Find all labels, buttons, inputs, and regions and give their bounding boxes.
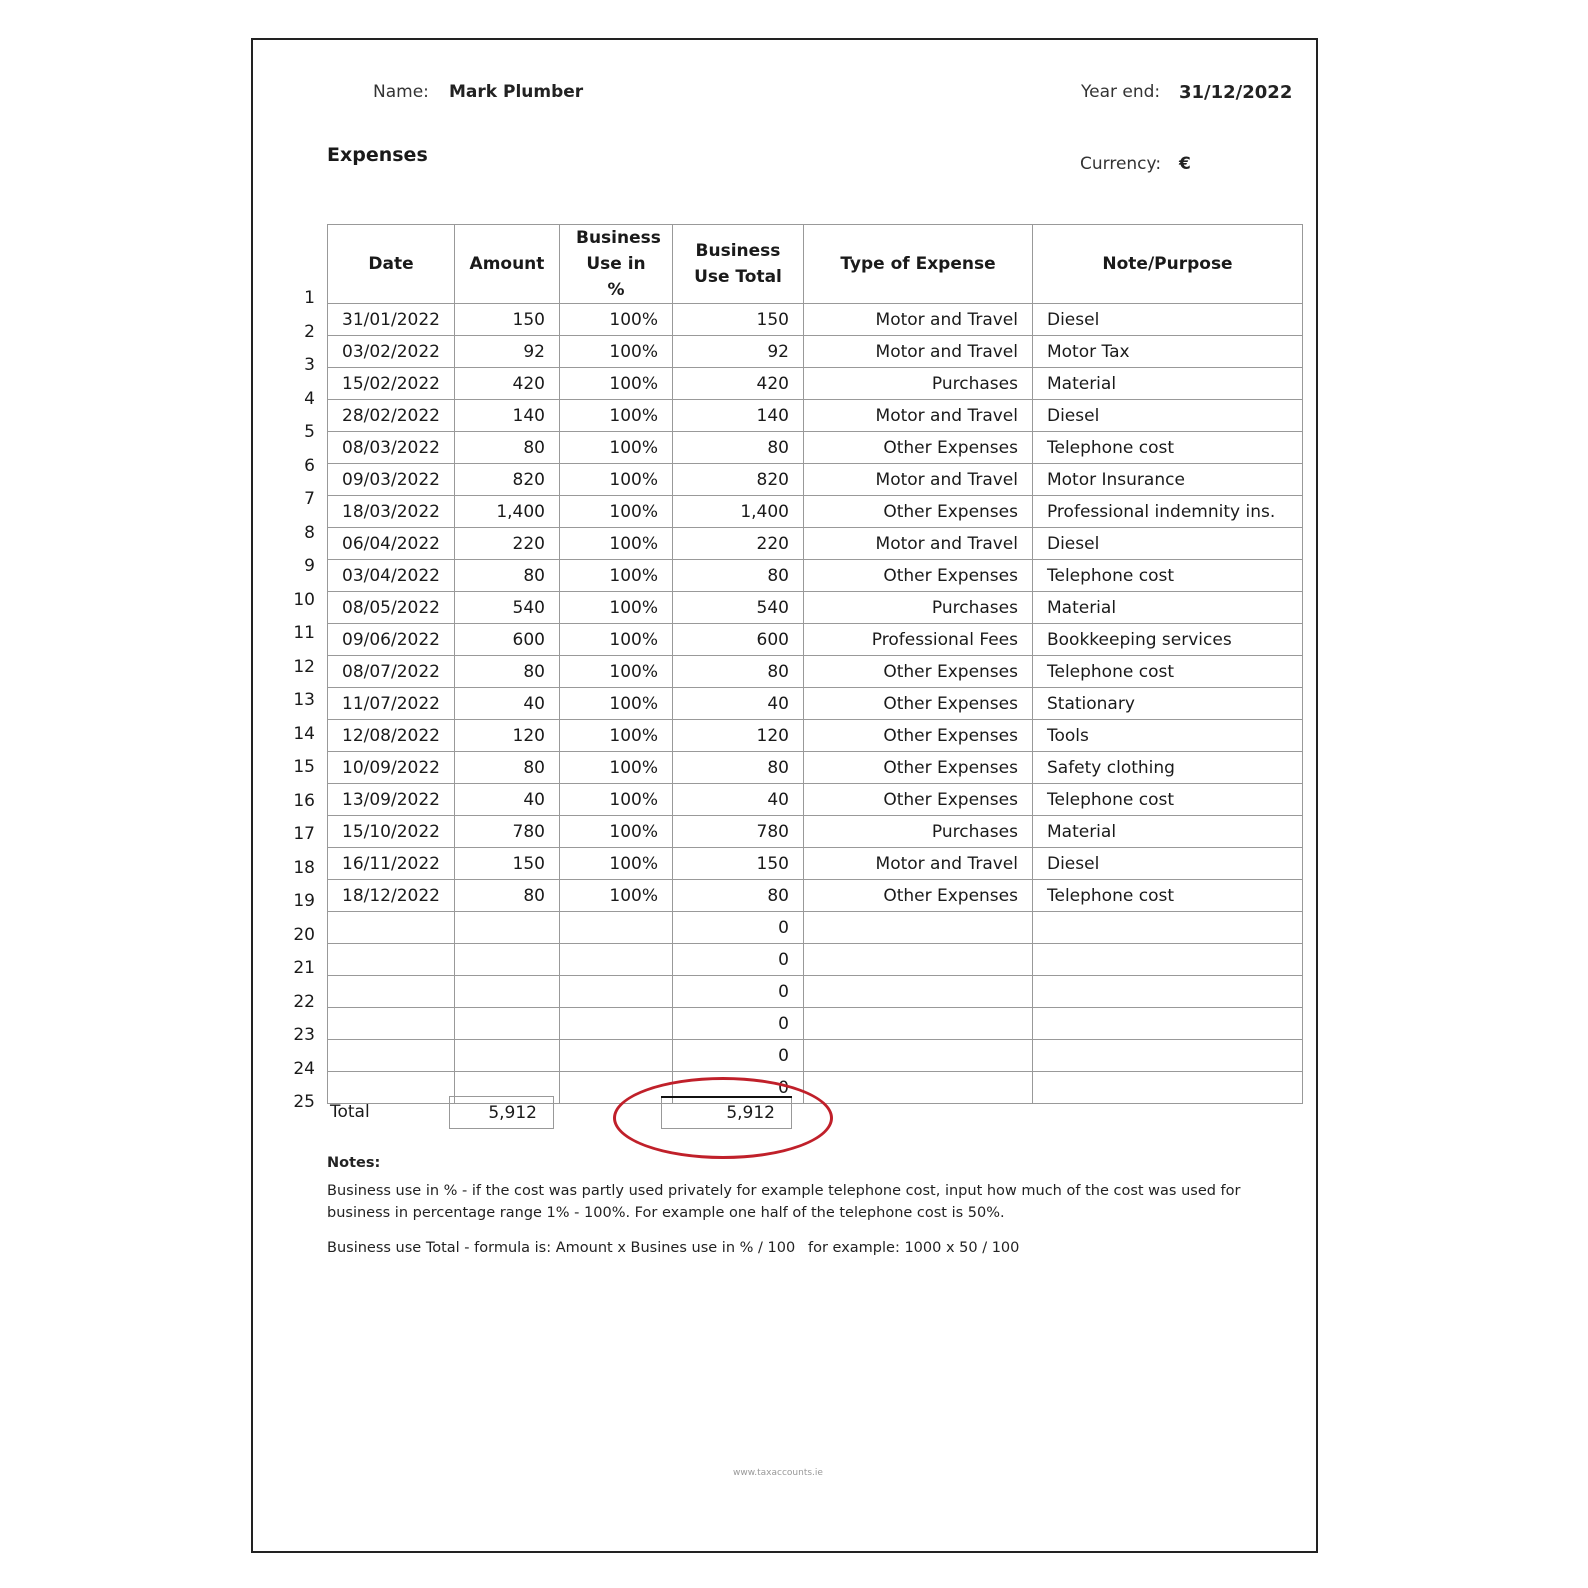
cell-note[interactable]: Tools <box>1032 720 1302 752</box>
row-number: 23 <box>293 1025 315 1045</box>
row-number: 6 <box>304 455 315 476</box>
cell-business-use-total[interactable]: 1,400 <box>672 496 803 528</box>
table-row <box>328 912 1303 944</box>
cell-business-use-pct[interactable] <box>559 1008 672 1040</box>
row-numbers <box>281 282 315 1120</box>
cell-note[interactable]: Telephone cost <box>1032 432 1302 464</box>
table-row <box>328 688 1303 720</box>
cell-date[interactable]: 09/06/2022 <box>328 624 455 656</box>
col-header-business-use-total-text: Business Use Total <box>694 241 782 287</box>
row-number: 17 <box>293 824 315 844</box>
cell-business-use-pct[interactable]: 100% <box>559 656 672 688</box>
total-business-use[interactable]: 5,912 <box>661 1096 792 1129</box>
cell-business-use-pct[interactable]: 100% <box>559 624 672 656</box>
cell-type[interactable]: Purchases <box>803 592 1032 624</box>
row-number: 19 <box>293 891 315 911</box>
table-row <box>328 624 1303 656</box>
row-number: 9 <box>304 556 315 576</box>
cell-note[interactable]: Motor Insurance <box>1032 464 1302 496</box>
cell-date[interactable]: 08/07/2022 <box>328 656 455 688</box>
cell-business-use-pct[interactable] <box>559 912 672 944</box>
cell-business-use-total[interactable]: 80 <box>672 656 803 688</box>
cell-amount[interactable]: 120 <box>454 720 559 752</box>
row-number: 10 <box>293 589 315 610</box>
cell-date[interactable]: 06/04/2022 <box>328 528 455 560</box>
col-header-business-use-total <box>672 225 803 304</box>
table-row <box>328 304 1303 336</box>
cell-business-use-pct[interactable]: 100% <box>559 688 672 720</box>
cell-type[interactable] <box>803 976 1032 1008</box>
table-row <box>328 848 1303 880</box>
cell-note[interactable] <box>1032 1072 1302 1104</box>
cell-business-use-total[interactable]: 0 <box>672 944 803 976</box>
cell-note[interactable]: Diesel <box>1032 400 1302 432</box>
cell-type[interactable] <box>803 944 1032 976</box>
cell-note[interactable]: Material <box>1032 816 1302 848</box>
cell-type[interactable] <box>803 1040 1032 1072</box>
cell-note[interactable]: Material <box>1032 368 1302 400</box>
cell-type[interactable] <box>803 912 1032 944</box>
cell-type[interactable]: Other Expenses <box>803 784 1032 816</box>
row-number: 13 <box>293 690 315 710</box>
cell-date[interactable] <box>328 912 455 944</box>
cell-date[interactable]: 03/02/2022 <box>328 336 455 368</box>
cell-amount[interactable]: 80 <box>454 432 559 464</box>
cell-date[interactable]: 15/02/2022 <box>328 368 455 400</box>
cell-date[interactable]: 10/09/2022 <box>328 752 455 784</box>
col-header-business-use-pct <box>559 225 672 304</box>
table-row <box>328 976 1303 1008</box>
cell-date[interactable]: 16/11/2022 <box>328 848 455 880</box>
row-number: 7 <box>304 489 315 509</box>
name-label: Name: <box>373 82 429 102</box>
cell-business-use-pct[interactable] <box>559 1040 672 1072</box>
cell-amount[interactable] <box>454 944 559 976</box>
cell-amount[interactable] <box>454 1040 559 1072</box>
cell-business-use-total[interactable]: 140 <box>672 400 803 432</box>
table-row <box>328 592 1303 624</box>
total-amount[interactable]: 5,912 <box>449 1096 554 1129</box>
cell-amount[interactable]: 150 <box>454 848 559 880</box>
cell-business-use-pct[interactable] <box>559 976 672 1008</box>
cell-type[interactable]: Professional Fees <box>803 624 1032 656</box>
cell-business-use-pct[interactable]: 100% <box>559 720 672 752</box>
row-number: 25 <box>293 1092 315 1112</box>
table-row <box>328 1008 1303 1040</box>
table-row <box>328 528 1303 560</box>
cell-amount[interactable]: 40 <box>454 688 559 720</box>
cell-business-use-total[interactable]: 80 <box>672 752 803 784</box>
cell-note[interactable]: Stationary <box>1032 688 1302 720</box>
year-end-label: Year end: <box>1081 82 1161 102</box>
expenses-sheet <box>251 38 1318 1553</box>
table-row <box>328 656 1303 688</box>
currency-value: € <box>1179 154 1191 174</box>
cell-business-use-pct[interactable]: 100% <box>559 592 672 624</box>
cell-note[interactable]: Professional indemnity ins. <box>1032 496 1302 528</box>
cell-business-use-pct[interactable]: 100% <box>559 752 672 784</box>
cell-business-use-total[interactable]: 420 <box>672 368 803 400</box>
row-number: 14 <box>293 723 315 744</box>
cell-amount[interactable]: 1,400 <box>454 496 559 528</box>
cell-amount[interactable]: 80 <box>454 752 559 784</box>
name-value: Mark Plumber <box>449 82 584 102</box>
cell-business-use-pct[interactable] <box>559 944 672 976</box>
col-header-amount: Amount <box>454 225 559 304</box>
notes-line-2a: Business use Total - formula is: Amount x Busines use in % / 100 <box>327 1240 796 1256</box>
cell-business-use-pct[interactable]: 100% <box>559 784 672 816</box>
row-number: 24 <box>293 1058 315 1079</box>
cell-note[interactable]: Material <box>1032 592 1302 624</box>
table-row <box>328 720 1303 752</box>
cell-note[interactable] <box>1032 944 1302 976</box>
cell-type[interactable] <box>803 1008 1032 1040</box>
cell-business-use-pct[interactable]: 100% <box>559 816 672 848</box>
cell-note[interactable]: Diesel <box>1032 528 1302 560</box>
cell-note[interactable]: Diesel <box>1032 848 1302 880</box>
cell-business-use-total[interactable]: 40 <box>672 688 803 720</box>
notes-line-1: Business use in % - if the cost was partly used privately for example telephone cost, input how much of the cost was used for business in percentage range 1% - 100%. For example one half of the telephone cost is 50%. <box>327 1183 1241 1221</box>
cell-business-use-pct[interactable]: 100% <box>559 496 672 528</box>
row-number: 1 <box>304 288 315 308</box>
table-header-row <box>328 225 1303 304</box>
cell-date[interactable] <box>328 1040 455 1072</box>
cell-type[interactable]: Other Expenses <box>803 752 1032 784</box>
cell-amount[interactable]: 780 <box>454 816 559 848</box>
table-row <box>328 880 1303 912</box>
cell-amount[interactable]: 420 <box>454 368 559 400</box>
cell-amount[interactable]: 140 <box>454 400 559 432</box>
cell-type[interactable]: Other Expenses <box>803 688 1032 720</box>
year-end-value: 31/12/2022 <box>1179 82 1293 103</box>
cell-amount[interactable]: 80 <box>454 560 559 592</box>
cell-business-use-total[interactable]: 0 <box>672 1008 803 1040</box>
cell-business-use-total[interactable]: 220 <box>672 528 803 560</box>
cell-type[interactable]: Other Expenses <box>803 880 1032 912</box>
cell-business-use-total[interactable]: 820 <box>672 464 803 496</box>
table-row <box>328 400 1303 432</box>
cell-business-use-total[interactable]: 80 <box>672 432 803 464</box>
row-number: 2 <box>304 321 315 342</box>
cell-type[interactable]: Other Expenses <box>803 656 1032 688</box>
cell-date[interactable]: 31/01/2022 <box>328 304 455 336</box>
cell-note[interactable] <box>1032 912 1302 944</box>
cell-date[interactable]: 15/10/2022 <box>328 816 455 848</box>
cell-business-use-total[interactable]: 0 <box>672 976 803 1008</box>
cell-type[interactable]: Other Expenses <box>803 496 1032 528</box>
cell-date[interactable]: 11/07/2022 <box>328 688 455 720</box>
cell-business-use-pct[interactable]: 100% <box>559 432 672 464</box>
row-number: 12 <box>293 656 315 677</box>
cell-note[interactable]: Safety clothing <box>1032 752 1302 784</box>
table-row <box>328 464 1303 496</box>
cell-amount[interactable]: 92 <box>454 336 559 368</box>
cell-amount[interactable]: 820 <box>454 464 559 496</box>
row-number: 22 <box>293 991 315 1012</box>
cell-type[interactable]: Motor and Travel <box>803 304 1032 336</box>
cell-date[interactable]: 13/09/2022 <box>328 784 455 816</box>
cell-type[interactable]: Other Expenses <box>803 720 1032 752</box>
cell-business-use-pct[interactable]: 100% <box>559 848 672 880</box>
table-row <box>328 432 1303 464</box>
cell-note[interactable]: Telephone cost <box>1032 784 1302 816</box>
cell-business-use-total[interactable]: 540 <box>672 592 803 624</box>
cell-business-use-total[interactable]: 780 <box>672 816 803 848</box>
row-number: 20 <box>293 924 315 945</box>
cell-type[interactable]: Motor and Travel <box>803 400 1032 432</box>
table-row <box>328 496 1303 528</box>
table-row <box>328 1040 1303 1072</box>
notes-title: Notes: <box>327 1155 381 1171</box>
cell-business-use-pct[interactable]: 100% <box>559 336 672 368</box>
cell-type[interactable]: Motor and Travel <box>803 464 1032 496</box>
cell-business-use-total[interactable]: 0 <box>672 1072 803 1104</box>
notes-line-2b: for example: 1000 x 50 / 100 <box>808 1240 1020 1256</box>
col-header-date: Date <box>328 225 455 304</box>
cell-type[interactable]: Other Expenses <box>803 560 1032 592</box>
cell-amount[interactable]: 540 <box>454 592 559 624</box>
cell-date[interactable]: 03/04/2022 <box>328 560 455 592</box>
cell-date[interactable] <box>328 976 455 1008</box>
expenses-table <box>327 224 1303 1104</box>
cell-date[interactable]: 18/03/2022 <box>328 496 455 528</box>
col-header-note: Note/Purpose <box>1032 225 1302 304</box>
cell-type[interactable] <box>803 1072 1032 1104</box>
cell-type[interactable]: Motor and Travel <box>803 528 1032 560</box>
cell-amount[interactable]: 150 <box>454 304 559 336</box>
col-header-type: Type of Expense <box>803 225 1032 304</box>
cell-note[interactable]: Diesel <box>1032 304 1302 336</box>
cell-note[interactable] <box>1032 976 1302 1008</box>
cell-business-use-pct[interactable]: 100% <box>559 528 672 560</box>
cell-business-use-pct[interactable]: 100% <box>559 400 672 432</box>
table-row <box>328 368 1303 400</box>
cell-type[interactable]: Motor and Travel <box>803 848 1032 880</box>
cell-business-use-pct[interactable]: 100% <box>559 560 672 592</box>
cell-date[interactable]: 28/02/2022 <box>328 400 455 432</box>
cell-amount[interactable] <box>454 1008 559 1040</box>
cell-business-use-pct[interactable]: 100% <box>559 368 672 400</box>
row-number: 4 <box>304 388 315 409</box>
row-number: 18 <box>293 857 315 878</box>
cell-business-use-total[interactable]: 0 <box>672 1040 803 1072</box>
cell-amount[interactable] <box>454 976 559 1008</box>
cell-date[interactable]: 08/05/2022 <box>328 592 455 624</box>
footer-url: www.taxaccounts.ie <box>733 1468 823 1478</box>
cell-date[interactable] <box>328 1008 455 1040</box>
row-number: 8 <box>304 522 315 543</box>
cell-business-use-total[interactable]: 120 <box>672 720 803 752</box>
cell-business-use-total[interactable]: 92 <box>672 336 803 368</box>
cell-date[interactable]: 08/03/2022 <box>328 432 455 464</box>
cell-amount[interactable]: 600 <box>454 624 559 656</box>
col-header-business-use-pct-text: Business Use in % <box>575 228 661 300</box>
cell-business-use-total[interactable]: 80 <box>672 560 803 592</box>
cell-note[interactable]: Telephone cost <box>1032 656 1302 688</box>
table-row <box>328 944 1303 976</box>
cell-amount[interactable]: 80 <box>454 880 559 912</box>
cell-business-use-total[interactable]: 80 <box>672 880 803 912</box>
cell-business-use-pct[interactable]: 100% <box>559 464 672 496</box>
table-row <box>328 560 1303 592</box>
cell-type[interactable]: Purchases <box>803 368 1032 400</box>
row-number: 15 <box>293 757 315 777</box>
cell-date[interactable]: 09/03/2022 <box>328 464 455 496</box>
cell-business-use-total[interactable]: 150 <box>672 304 803 336</box>
cell-date[interactable]: 18/12/2022 <box>328 880 455 912</box>
row-number: 3 <box>304 355 315 375</box>
table-row <box>328 336 1303 368</box>
cell-date[interactable]: 12/08/2022 <box>328 720 455 752</box>
cell-business-use-pct[interactable]: 100% <box>559 304 672 336</box>
cell-type[interactable]: Other Expenses <box>803 432 1032 464</box>
cell-amount[interactable]: 220 <box>454 528 559 560</box>
cell-business-use-pct[interactable]: 100% <box>559 880 672 912</box>
cell-amount[interactable] <box>454 912 559 944</box>
cell-note[interactable]: Telephone cost <box>1032 560 1302 592</box>
cell-date[interactable] <box>328 944 455 976</box>
cell-note[interactable] <box>1032 1040 1302 1072</box>
cell-type[interactable]: Purchases <box>803 816 1032 848</box>
total-label: Total <box>330 1102 370 1122</box>
cell-amount[interactable]: 40 <box>454 784 559 816</box>
cell-business-use-total[interactable]: 600 <box>672 624 803 656</box>
cell-note[interactable]: Telephone cost <box>1032 880 1302 912</box>
cell-business-use-total[interactable]: 150 <box>672 848 803 880</box>
row-number: 16 <box>293 790 315 811</box>
cell-amount[interactable]: 80 <box>454 656 559 688</box>
table-row <box>328 752 1303 784</box>
page-title: Expenses <box>327 144 428 166</box>
cell-type[interactable]: Motor and Travel <box>803 336 1032 368</box>
row-number: 5 <box>304 422 315 442</box>
table-row <box>328 816 1303 848</box>
cell-note[interactable] <box>1032 1008 1302 1040</box>
cell-business-use-total[interactable]: 40 <box>672 784 803 816</box>
cell-business-use-total[interactable]: 0 <box>672 912 803 944</box>
cell-note[interactable]: Motor Tax <box>1032 336 1302 368</box>
highlight-circle <box>613 1077 833 1159</box>
currency-label: Currency: <box>1080 154 1162 174</box>
cell-note[interactable]: Bookkeeping services <box>1032 624 1302 656</box>
row-number: 21 <box>293 958 315 978</box>
table-row <box>328 784 1303 816</box>
row-number: 11 <box>293 623 315 643</box>
